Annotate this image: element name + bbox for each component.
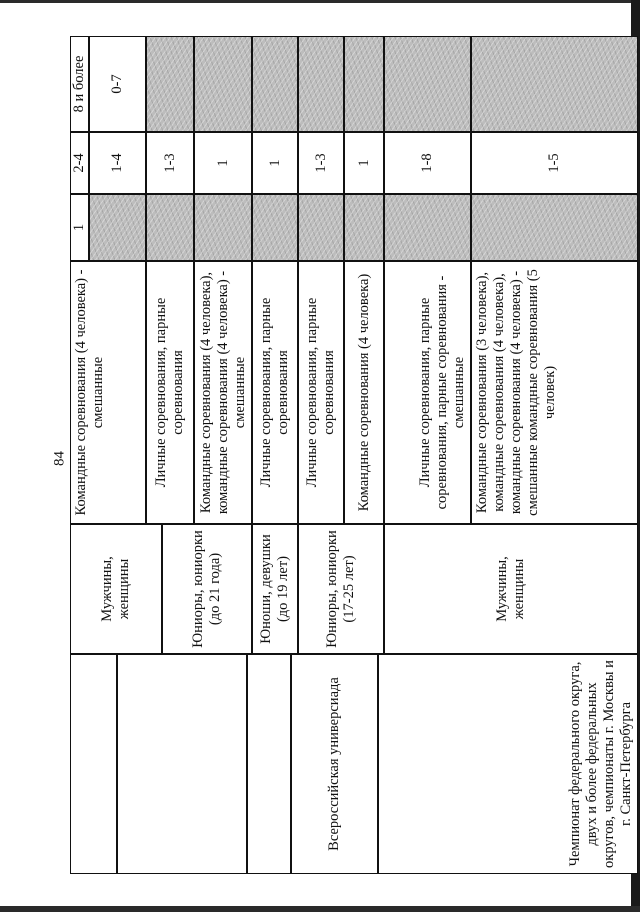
shaded-cell [146,194,194,261]
gender-cell: Мужчины, женщины [70,524,162,654]
shaded-cell [471,36,638,132]
discipline-cell: Личные соревнования, парные соревнования [298,261,344,524]
gender-cell: Мужчины, женщины [384,524,638,654]
event-cell-empty [117,654,247,874]
event-name-cell: Всероссийская универсиада [291,654,378,874]
event-cell-empty [247,654,291,874]
shaded-cell [194,36,252,132]
discipline-cell: Личные соревнования, парные соревнования [146,261,194,524]
discipline-cell: Командные соревнования (4 человека) [344,261,384,524]
shaded-cell [146,36,194,132]
shaded-cell [471,194,638,261]
shaded-cell [344,36,384,132]
header-place-1: 1 [70,194,89,261]
place-value: 1 [252,132,298,194]
place-value: 1-5 [471,132,638,194]
shaded-cell [89,194,146,261]
place-value: 1-3 [146,132,194,194]
event-cell-empty [70,654,117,874]
rotated-table [70,36,638,874]
shaded-cell [344,194,384,261]
discipline-cell: Личные соревнования, парные соревнования [252,261,298,524]
shaded-cell [252,194,298,261]
subheader-1-4: 1-4 [89,132,146,194]
discipline-cell: Личные соревнования, парные соревнования, парные соревнования - смешанные [384,261,471,524]
age-cell: Юниоры, юниорки (17-25 лет) [298,524,384,654]
discipline-cell: Командные соревнования (4 человека) - смешанные [70,261,146,524]
shaded-cell [252,36,298,132]
scan-edge-top [0,0,640,3]
scan-edge-bottom [0,906,640,912]
shaded-cell [384,36,471,132]
subheader-0-7: 0-7 [89,36,146,132]
place-value: 1 [194,132,252,194]
table-viewport [70,36,638,874]
page-number: 84 [51,451,68,466]
discipline-cell: Командные соревнования (3 человека), командные соревнования (4 человека), командные соревнования (4 человека) - смешанные командные соревнования (5 человек) [471,261,638,524]
discipline-cell: Командные соревнования (4 человека), командные соревнования (4 человека) - смешанные [194,261,252,524]
age-cell: Юниоры, юниорки (до 21 года) [162,524,252,654]
place-value: 1 [344,132,384,194]
age-cell: Юноши, девушки (до 19 лет) [252,524,298,654]
shaded-cell [298,36,344,132]
shaded-cell [194,194,252,261]
header-place-8-plus: 8 и более [70,36,89,132]
header-place-2-4: 2-4 [70,132,89,194]
event-name-cell: Чемпионат федерального округа, двух и более федеральных округов, чемпионаты г. Москвы и г. Санкт-Петербурга [378,654,638,874]
place-value: 1-3 [298,132,344,194]
shaded-cell [384,194,471,261]
place-value: 1-8 [384,132,471,194]
shaded-cell [298,194,344,261]
